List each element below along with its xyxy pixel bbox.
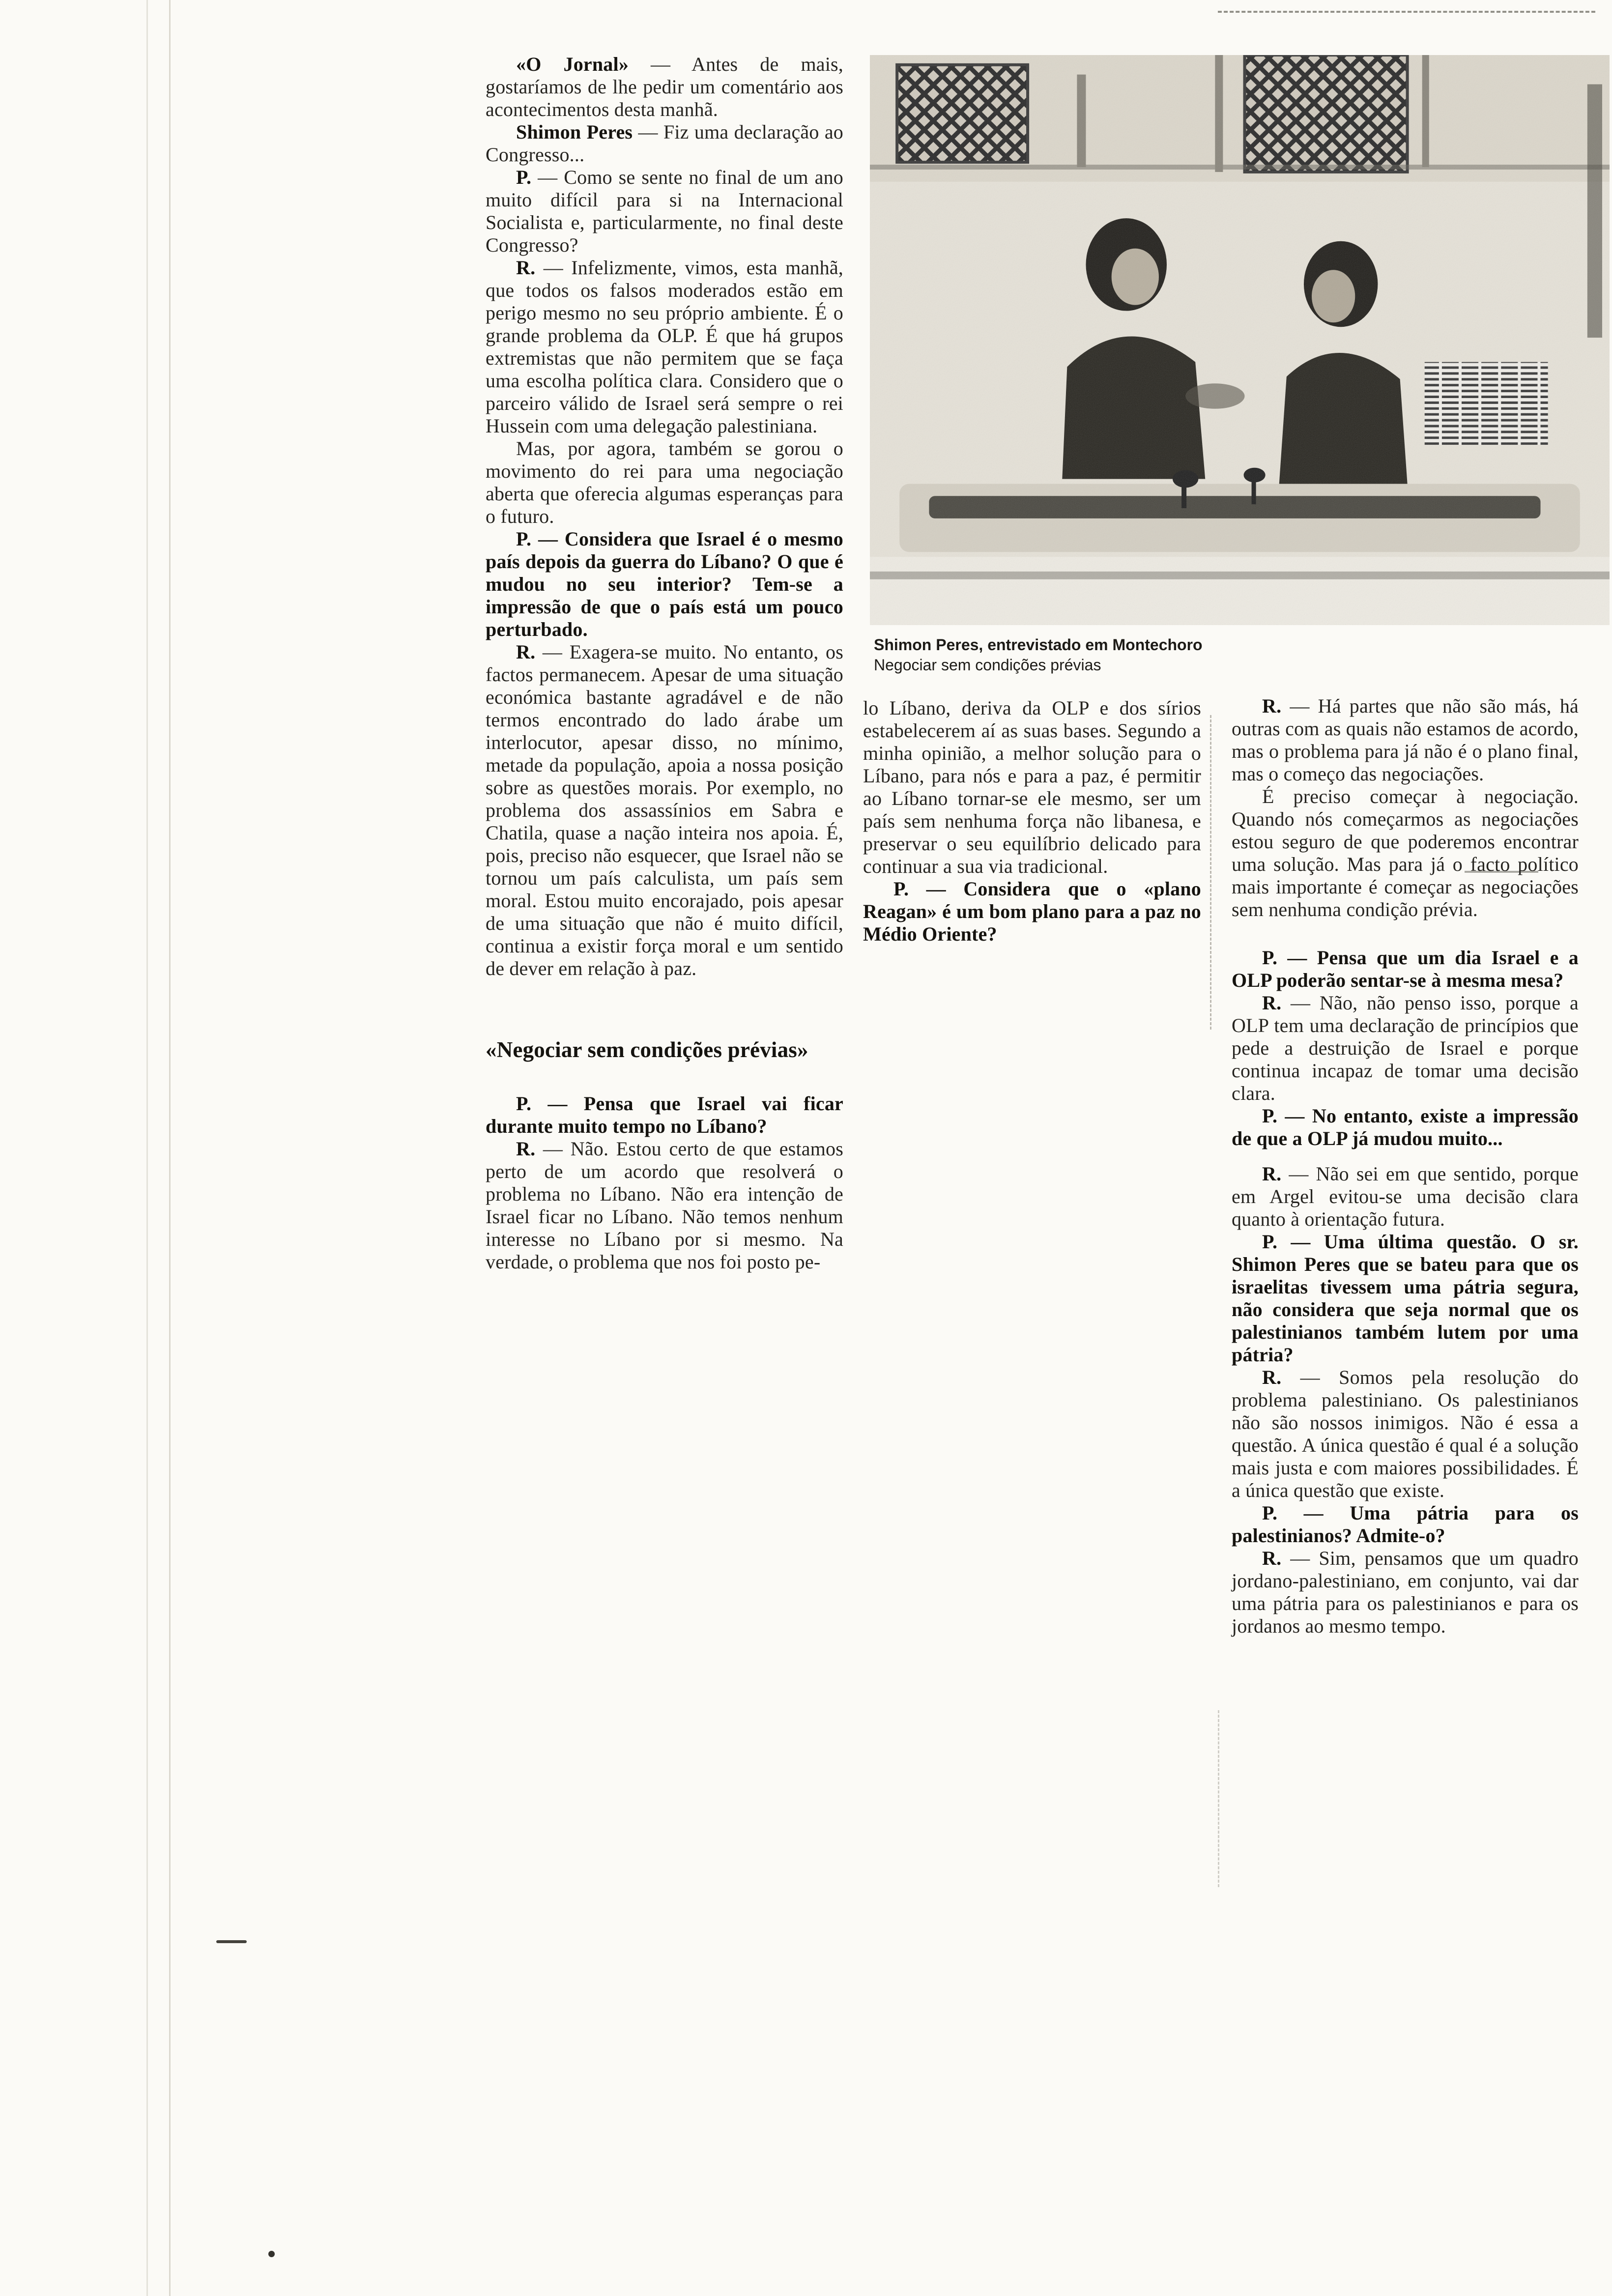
speaker-label: P. [1262,1502,1304,1524]
paragraph-text: — Não sei em que sentido, porque em Argel evitou-se uma decisão clara quanto à orientação futura. [1232,1163,1579,1230]
interview-question [1232,1231,1579,1366]
interview-question [1232,947,1579,992]
paragraph-text: — Antes de mais, gostaríamos de lhe pedir um comentário aos acontecimentos desta manhã. [486,53,843,120]
speaker-label: R. [1262,992,1291,1014]
interview-answer [1232,1163,1579,1231]
scan-fold-line [146,0,148,2296]
speaker-label: P. [893,878,926,900]
photo-caption-line1: Shimon Peres, entrevistado em Montechoro [874,636,1203,654]
speaker-label: R. [516,641,543,663]
paragraph-text: — Pensa que Israel vai ficar durante muito tempo no Líbano? [486,1092,843,1137]
interview-answer [1232,1366,1579,1502]
paragraph-text: lo Líbano, deriva da OLP e dos sírios estabelecerem aí as suas bases. Segundo a minha opinião, a melhor solução para o Líbano, para nós e para a paz, é permitir ao Líbano tornar-se ele mesmo, ser um país sem nenhuma força não libanesa, e preservar o seu equilíbrio delicado para continuar a sua via tradicional. [863,697,1201,877]
speaker-label: P. [1262,1105,1285,1127]
interview-photo [870,55,1610,625]
paragraph-text: — Pensa que um dia Israel e a OLP poderão sentar-se à mesma mesa? [1232,947,1579,991]
photo-caption [874,635,1365,675]
interview-answer [486,257,843,437]
interview-question [486,166,843,257]
speaker-label: Shimon Peres [516,121,638,143]
speaker-label: R. [516,1138,543,1160]
speaker-label: R. [1262,695,1290,717]
interview-question [486,1092,843,1138]
interview-intro [486,53,843,121]
scan-stray-mark [216,1940,247,1943]
paragraph-text: — Considera que Israel é o mesmo país depois da guerra do Líbano? O que é mudou no seu interior? Tem-se a impressão de que o país está um pouco perturbado. [486,528,843,640]
interview-answer-continued [1232,785,1579,921]
speaker-label: «O Jornal» [516,53,651,75]
scan-fold-line [169,0,171,2296]
speaker-label: R. [516,257,544,279]
speaker-label: P. [1262,1231,1291,1253]
speaker-label: R. [1262,1547,1291,1569]
speaker-label: P. [516,166,538,188]
interview-answer-continued [486,437,843,528]
interview-question [863,878,1201,946]
paragraph-text: — Há partes que não são más, há outras com as quais não estamos de acordo, mas o problema para já não é o plano final, mas o começo das negociações. [1232,695,1579,785]
interview-answer-continued [863,697,1201,878]
section-heading [486,1036,843,1063]
paragraph-text: — No entanto, existe a impressão de que a OLP já mudou muito... [1232,1105,1579,1149]
interview-answer [486,121,843,166]
paragraph-text: — Como se sente no final de um ano muito difícil para si na Internacional Socialista e, particularmente, no final deste Congresso? [486,166,843,256]
paragraph-text: «Negociar sem condições prévias» [486,1037,808,1062]
interview-answer [1232,695,1579,785]
paragraph-text: — Sim, pensamos que um quadro jordano-palestiniano, em conjunto, vai dar uma pátria para os palestinianos e para os jordanos ao mesmo tempo. [1232,1547,1579,1637]
interview-answer [1232,992,1579,1105]
interview-question [1232,1105,1579,1150]
paragraph-text: — Considera que o «plano Reagan» é um bom plano para a paz no Médio Oriente? [863,878,1201,945]
speaker-label: R. [1262,1163,1289,1185]
speaker-label: R. [1262,1366,1300,1388]
interview-answer [486,641,843,980]
interview-question [1232,1502,1579,1547]
interview-answer [1232,1547,1579,1637]
interview-answer [486,1138,843,1273]
article-column-1 [486,53,843,1273]
scan-dashed-rule [1218,11,1595,13]
column-separator-dashes [1218,1710,1219,1887]
paragraph-text: — Somos pela resolução do problema palestiniano. Os palestinianos não são nossos inimigos. Não é essa a questão. A única questão é qual é a solução mais justa e com maiores possibilidades. É a única questão que existe. [1232,1366,1579,1501]
photo-caption-line2: Negociar sem condições prévias [874,656,1101,674]
speaker-label: P. [1262,947,1288,969]
speaker-label: P. [516,528,538,550]
paragraph-text: — Uma última questão. O sr. Shimon Peres que se bateu para que os israelitas tivessem uma pátria segura, não considera que seja normal que os palestinianos também lutem por uma pátria? [1232,1231,1579,1366]
paragraph-text: Mas, por agora, também se gorou o movimento do rei para uma negociação aberta que oferecia algumas esperanças para o futuro. [486,437,843,527]
paragraph-text: — Uma pátria para os palestinianos? Admite-o? [1232,1502,1579,1547]
article-column-3 [1232,695,1579,1637]
photo-illustration [870,55,1610,625]
paragraph-text: — Não. Estou certo de que estamos perto de um acordo que resolverá o problema no Líbano. Não era intenção de Israel ficar no Líbano. Não temos nenhum interesse no Líbano por si mesmo. Na verdade, o problema que nos foi posto pe- [486,1138,844,1273]
paragraph-text: — Fiz uma declaração ao Congresso... [486,121,844,166]
interview-question [486,528,843,641]
paragraph-text: É preciso começar à negociação. Quando nós começarmos as negociações estou seguro de que poderemos encontrar uma solução. Mas para já o facto político mais importante é começar as negociações sem nenhuma condição prévia. [1232,785,1579,920]
paragraph-text: — Infelizmente, vimos, esta manhã, que todos os falsos moderados estão em perigo mesmo no seu próprio ambiente. É o grande problema da OLP. É que há grupos extremistas que não permitem que se faça uma escolha política clara. Considero que o parceiro válido de Israel será sempre o rei Hussein com uma delegação palestiniana. [486,257,843,437]
article-column-2 [863,697,1201,946]
paragraph-text: — Não, não penso isso, porque a OLP tem uma declaração de princípios que pede a destruição de Israel e porque continua incapaz de tomar uma decisão clara. [1232,992,1579,1104]
paragraph-text: — Exagera-se muito. No entanto, os factos permanecem. Apesar de uma situação económica bastante agradável e de não termos encontrado do lado árabe um interlocutor, apesar disso, no mínimo, metade da população, apoia a nossa posição sobre as questões morais. Por exemplo, no problema dos assassínios em Sabra e Chatila, quase a nação inteira nos apoia. É, pois, preciso não esquecer, que Israel não se tornou um país calculista, um país sem moral. Estou muito encorajado, pois apesar de uma situação que não é muito difícil, continua a existir força moral e um sentido de dever em relação à paz. [486,641,843,979]
scan-stray-dot [268,2251,275,2257]
speaker-label: P. [516,1092,548,1115]
column-separator-dashes [1210,715,1211,1030]
